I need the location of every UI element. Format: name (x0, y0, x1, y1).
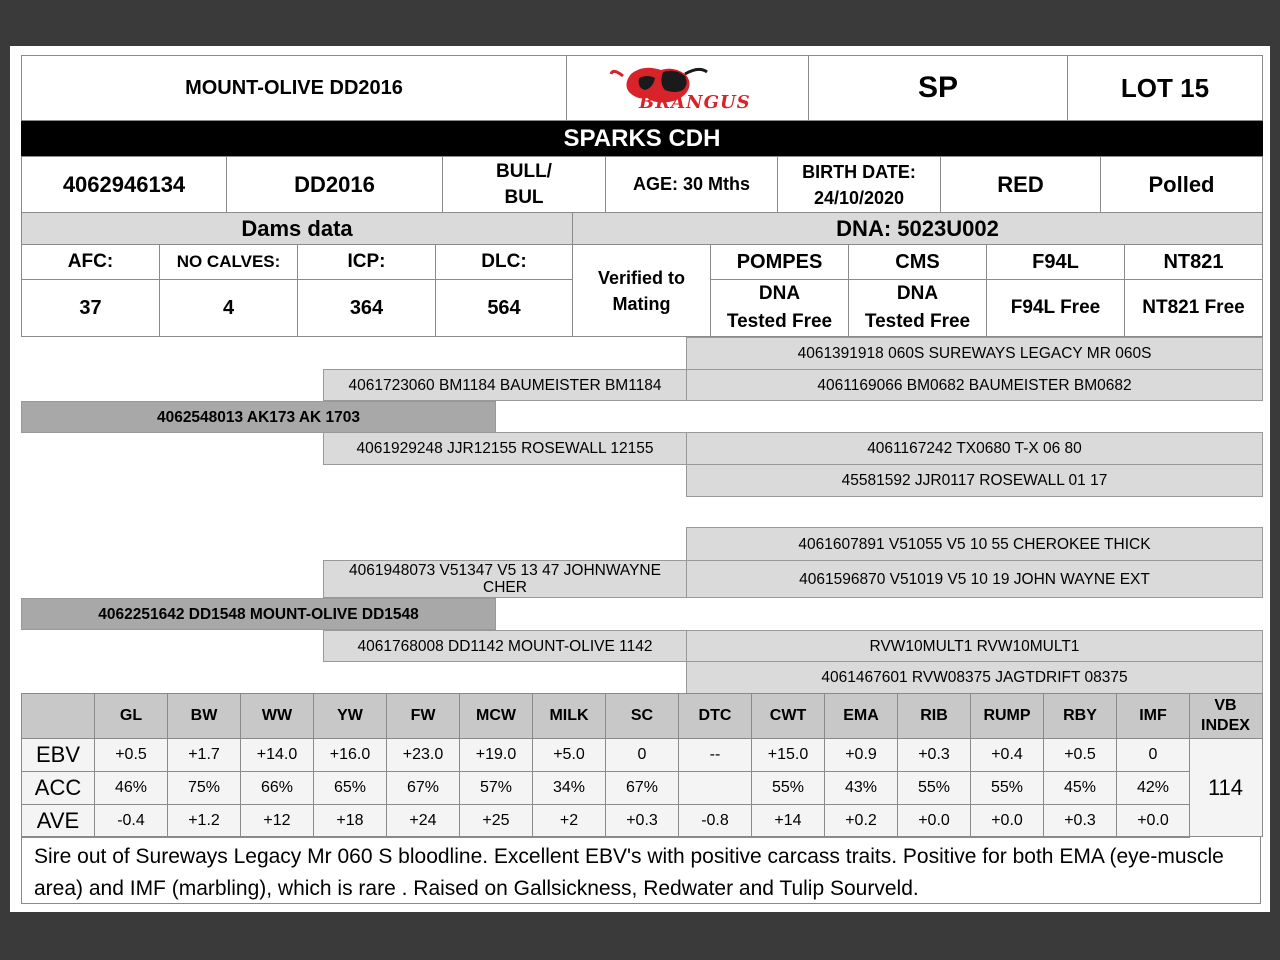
verified-line-2: Mating (612, 293, 671, 314)
animal-tag: DD2016 (226, 156, 443, 213)
dna-result-pompes (710, 279, 849, 337)
pedigree-dam: 4062251642 DD1548 MOUNT-OLIVE DD1548 (21, 598, 496, 630)
ebv-cell: 55% (751, 771, 825, 805)
pedigree-dam-sire-sire: 4061607891 V51055 V5 10 55 CHEROKEE THICK (686, 527, 1263, 561)
verified-to-mating (572, 244, 711, 337)
farm-name: MOUNT-OLIVE DD2016 (21, 55, 567, 121)
ebv-cell: +18 (313, 804, 387, 838)
ebv-cell: 66% (240, 771, 314, 805)
vb-index-header (1188, 693, 1263, 739)
pedigree-sire-sire: 4061723060 BM1184 BAUMEISTER BM1184 (323, 369, 687, 401)
pedigree-dam-dam-sire: RVW10MULT1 RVW10MULT1 (686, 630, 1263, 662)
ebv-cell: +0.0 (1116, 804, 1190, 838)
ebv-col-header: EMA (824, 693, 898, 739)
ebv-row-label: AVE (21, 804, 95, 838)
ebv-cell: 45% (1043, 771, 1117, 805)
brangus-logo (566, 55, 809, 121)
dams-header-calves: NO CALVES: (159, 244, 298, 280)
dams-value-calves: 4 (159, 279, 298, 337)
ebv-cell: 55% (970, 771, 1044, 805)
dna-result-cms (848, 279, 987, 337)
ebv-cell: +19.0 (459, 738, 533, 772)
ebv-cell: +0.0 (970, 804, 1044, 838)
ebv-cell: +5.0 (532, 738, 606, 772)
dna-title: DNA: 5023U002 (572, 212, 1263, 245)
animal-name: SPARKS CDH (21, 121, 1263, 156)
ebv-col-header: BW (167, 693, 241, 739)
ebv-col-header: MILK (532, 693, 606, 739)
lot-number: LOT 15 (1067, 55, 1263, 121)
breed-code: SP (808, 55, 1068, 121)
ebv-col-header: IMF (1116, 693, 1190, 739)
dna-test-f94l: F94L (986, 244, 1125, 280)
ebv-col-header: CWT (751, 693, 825, 739)
dna-result-line: Tested Free (726, 311, 833, 332)
ebv-cell: 67% (386, 771, 460, 805)
ebv-cell: 0 (605, 738, 679, 772)
pedigree-dam-sire: 4061948073 V51347 V5 13 47 JOHNWAYNE CHER (323, 560, 687, 598)
pedigree-sire-sire-dam: 4061169066 BM0682 BAUMEISTER BM0682 (686, 369, 1263, 401)
dams-value-icp: 364 (297, 279, 436, 337)
dams-value-dlc: 564 (435, 279, 573, 337)
ebv-cell: +23.0 (386, 738, 460, 772)
ebv-cell: +0.2 (824, 804, 898, 838)
age: AGE: 30 Mths (605, 156, 778, 213)
ebv-cell: 34% (532, 771, 606, 805)
dams-data-title: Dams data (21, 212, 573, 245)
birth-date: 24/10/2020 (813, 187, 905, 208)
birth-date-cell (777, 156, 941, 213)
ebv-cell: +0.9 (824, 738, 898, 772)
ebv-cell: 75% (167, 771, 241, 805)
ebv-row-label: EBV (21, 738, 95, 772)
ebv-col-header: RBY (1043, 693, 1117, 739)
dna-result-f94l: F94L Free (986, 279, 1125, 337)
ebv-cell (678, 771, 752, 805)
ebv-col-header: RIB (897, 693, 971, 739)
dna-test-pompes: POMPES (710, 244, 849, 280)
dna-test-cms: CMS (848, 244, 987, 280)
ebv-cell: 42% (1116, 771, 1190, 805)
ebv-cell: +1.2 (167, 804, 241, 838)
ebv-col-header: DTC (678, 693, 752, 739)
horn-status: Polled (1100, 156, 1263, 213)
ebv-col-header: SC (605, 693, 679, 739)
dna-result-line: DNA (758, 283, 801, 304)
pedigree-dam-dam: 4061768008 DD1142 MOUNT-OLIVE 1142 (323, 630, 687, 662)
pedigree-sire-dam-sire: 4061167242 TX0680 T-X 06 80 (686, 432, 1263, 465)
ebv-col-header: MCW (459, 693, 533, 739)
ebv-cell: 46% (94, 771, 168, 805)
comment-text: Sire out of Sureways Legacy Mr 060 S bloodline. Excellent EBV's with positive carcass traits. Positive for both EMA (eye-muscle area) and IMF (marbling), which is rare . Raised on Gallsickness, Redwater and Tulip Sourveld. (21, 836, 1261, 904)
dams-header-dlc: DLC: (435, 244, 573, 280)
ebv-col-header: RUMP (970, 693, 1044, 739)
ebv-cell: +1.7 (167, 738, 241, 772)
vb-index-value: 114 (1188, 738, 1263, 837)
dna-result-nt821: NT821 Free (1124, 279, 1263, 337)
ebv-cell: +24 (386, 804, 460, 838)
pedigree-dam-sire-dam: 4061596870 V51019 V5 10 19 JOHN WAYNE EXT (686, 560, 1263, 598)
ebv-corner (21, 693, 95, 739)
ebv-cell: +2 (532, 804, 606, 838)
ebv-cell: +0.0 (897, 804, 971, 838)
ebv-cell: 57% (459, 771, 533, 805)
ebv-row-label: ACC (21, 771, 95, 805)
birth-date-label: BIRTH DATE: (802, 161, 916, 182)
sex-line-2: BUL (504, 186, 544, 208)
pedigree-sire-sire-sire: 4061391918 060S SUREWAYS LEGACY MR 060S (686, 337, 1263, 370)
lot-sheet (10, 46, 1270, 912)
ebv-cell: 65% (313, 771, 387, 805)
ebv-cell: +15.0 (751, 738, 825, 772)
sex-cell (442, 156, 606, 213)
pedigree-sire: 4062548013 AK173 AK 1703 (21, 401, 496, 433)
ebv-cell: -0.4 (94, 804, 168, 838)
ebv-cell: 55% (897, 771, 971, 805)
ebv-cell: -0.8 (678, 804, 752, 838)
ebv-cell: +12 (240, 804, 314, 838)
ebv-col-header: FW (386, 693, 460, 739)
dna-result-line: DNA (896, 283, 939, 304)
color: RED (940, 156, 1101, 213)
animal-id: 4062946134 (21, 156, 227, 213)
ebv-cell: -- (678, 738, 752, 772)
vb-index-label-2: INDEX (1201, 717, 1250, 734)
ebv-cell: +14.0 (240, 738, 314, 772)
ebv-cell: 67% (605, 771, 679, 805)
verified-line-1: Verified to (597, 267, 686, 288)
pedigree-sire-dam-dam: 45581592 JJR0117 ROSEWALL 01 17 (686, 464, 1263, 497)
ebv-cell: +16.0 (313, 738, 387, 772)
ebv-col-header: YW (313, 693, 387, 739)
pedigree-sire-dam: 4061929248 JJR12155 ROSEWALL 12155 (323, 432, 687, 465)
logo-text: BRANGUS (639, 92, 751, 113)
ebv-cell: +0.4 (970, 738, 1044, 772)
ebv-cell: +25 (459, 804, 533, 838)
ebv-cell: +0.3 (1043, 804, 1117, 838)
dams-header-icp: ICP: (297, 244, 436, 280)
ebv-col-header: WW (240, 693, 314, 739)
ebv-cell: +0.5 (1043, 738, 1117, 772)
ebv-cell: +14 (751, 804, 825, 838)
ebv-col-header: GL (94, 693, 168, 739)
ebv-cell: +0.3 (605, 804, 679, 838)
vb-index-label-1: VB (1214, 697, 1237, 714)
dna-test-nt821: NT821 (1124, 244, 1263, 280)
ebv-cell: 0 (1116, 738, 1190, 772)
dams-value-afc: 37 (21, 279, 160, 337)
ebv-cell: 43% (824, 771, 898, 805)
pedigree-dam-dam-dam: 4061467601 RVW08375 JAGTDRIFT 08375 (686, 661, 1263, 694)
ebv-cell: +0.3 (897, 738, 971, 772)
ebv-cell: +0.5 (94, 738, 168, 772)
dams-header-afc: AFC: (21, 244, 160, 280)
sex-line-1: BULL/ (496, 160, 552, 182)
dna-result-line: Tested Free (864, 311, 971, 332)
